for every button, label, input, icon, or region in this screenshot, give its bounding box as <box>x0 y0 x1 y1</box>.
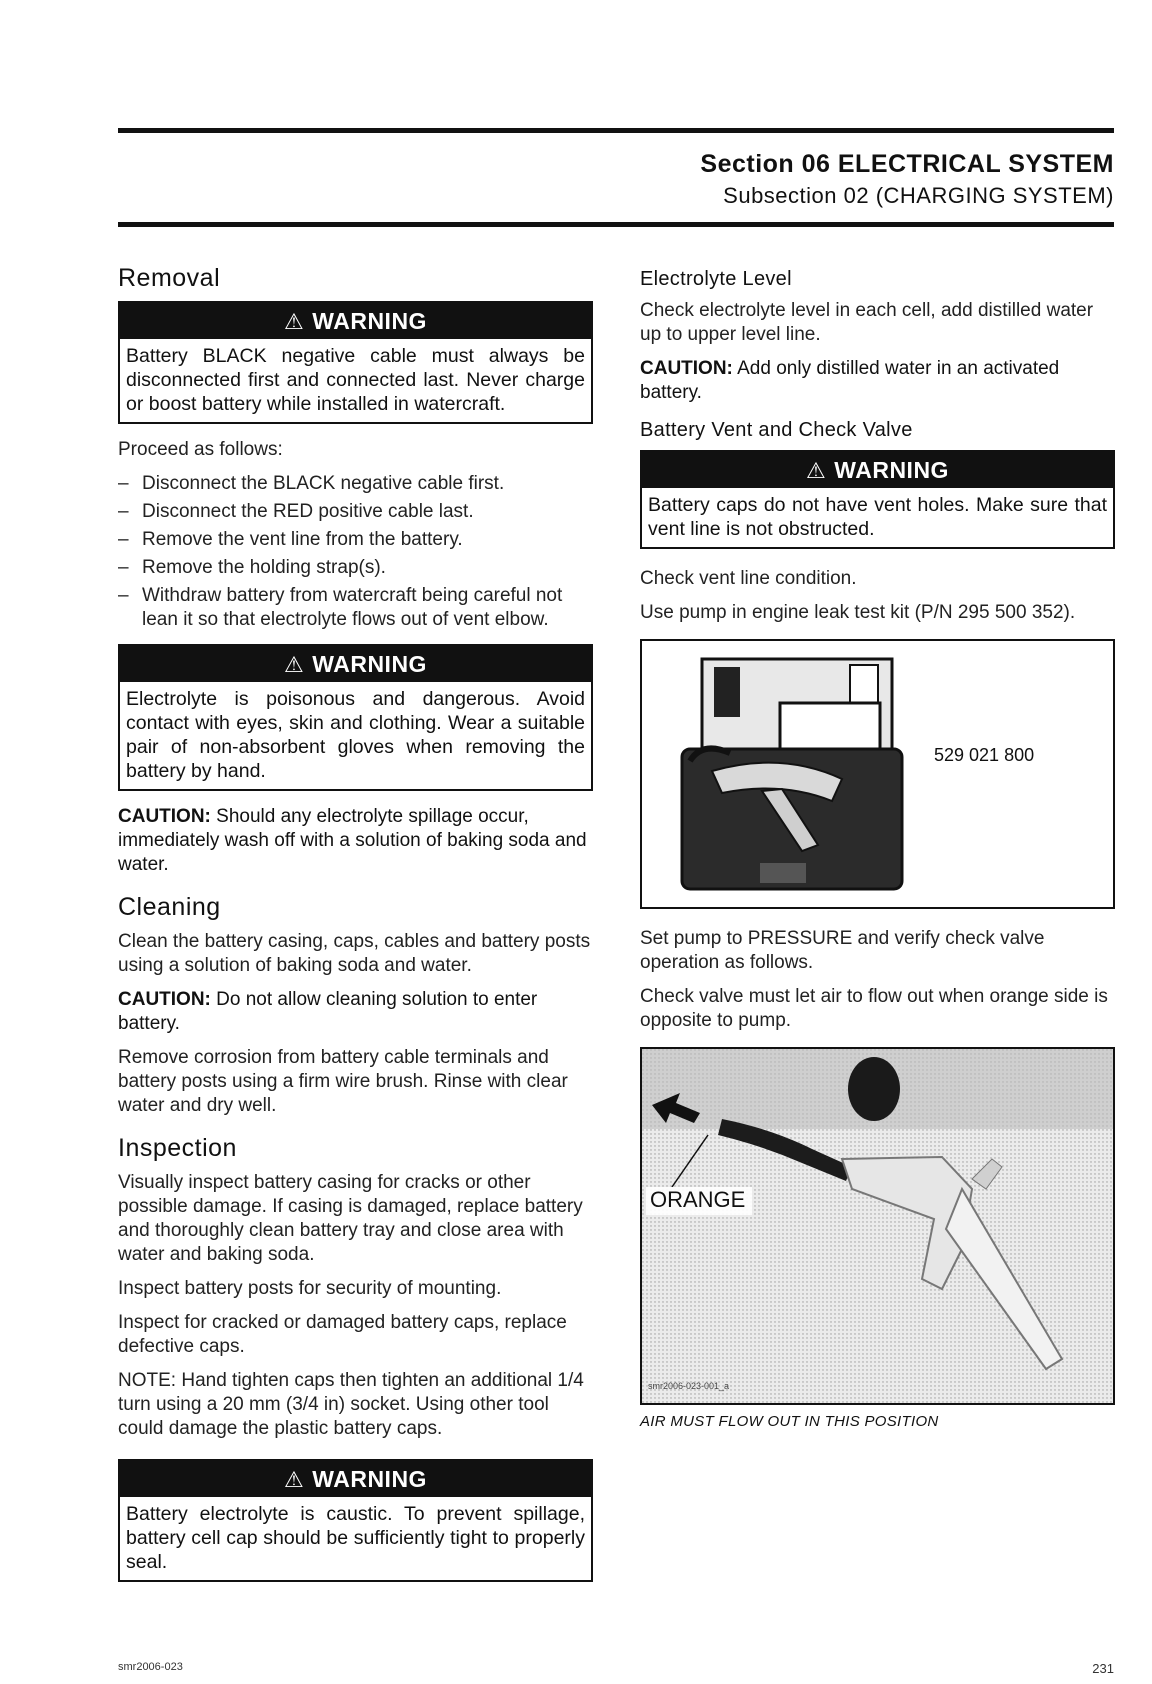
warning-box-4 <box>640 450 1115 549</box>
warning-header: ⚠ WARNING <box>120 1461 591 1497</box>
caution-paragraph: CAUTION: Should any electrolyte spillage occur, immediately wash off with a solution of baking soda and water. <box>118 806 587 875</box>
inspection-heading: Inspection <box>118 1134 237 1162</box>
note-paragraph: NOTE: Hand tighten caps then tighten an additional 1/4 turn using a 20 mm (3/4 in) socket. Using other tool could damage the plastic battery caps. <box>118 1370 584 1439</box>
list-item: – Remove the vent line from the battery. <box>118 528 593 552</box>
proceed-text: Proceed as follows: <box>118 439 283 460</box>
list-item: – Remove the holding strap(s). <box>118 556 593 580</box>
section-title: Section 06 ELECTRICAL SYSTEM <box>700 150 1114 178</box>
leak-test-kit-figure <box>640 639 1115 909</box>
list-item: – Disconnect the RED positive cable last. <box>118 500 593 524</box>
leak-test-kit-illustration <box>642 641 1113 907</box>
top-rule <box>118 128 1114 133</box>
figure-caption: AIR MUST FLOW OUT IN THIS POSITION <box>640 1413 939 1430</box>
right-column <box>640 268 1115 1430</box>
warning-box-1 <box>118 301 593 424</box>
warning-header: ⚠ WARNING <box>120 646 591 682</box>
part-number: 529 021 800 <box>934 745 1035 765</box>
list-item: – Disconnect the BLACK negative cable first. <box>118 472 593 496</box>
warning-header: ⚠ WARNING <box>120 303 591 339</box>
caution-paragraph: CAUTION: Add only distilled water in an activated battery. <box>640 358 1060 403</box>
caution-paragraph: CAUTION: Do not allow cleaning solution to enter battery. <box>118 989 538 1034</box>
pump-text: Check valve must let air to flow out when orange side is opposite to pump. <box>640 986 1108 1031</box>
vent-text: Use pump in engine leak test kit (P/N 295 500 352). <box>640 602 1076 623</box>
removal-heading: Removal <box>118 264 221 292</box>
electrolyte-heading: Electrolyte Level <box>640 268 792 290</box>
figure-code: smr2006-023-001_a <box>648 1381 730 1391</box>
check-valve-illustration <box>642 1049 1113 1403</box>
warning-text: Battery electrolyte is caustic. To prevent spillage, battery cell cap should be sufficiently tight to properly seal. <box>126 1503 585 1573</box>
warning-text: Electrolyte is poisonous and dangerous. Avoid contact with eyes, skin and clothing. Wear a suitable pair of non-absorbent gloves when removing the battery by hand. <box>126 688 585 782</box>
subsection-title: Subsection 02 (CHARGING SYSTEM) <box>723 183 1114 208</box>
inspection-text: Visually inspect battery casing for cracks or other possible damage. If casing is damaged, replace battery and thoroughly clean battery tray and close area with water and baking soda. <box>118 1172 583 1265</box>
vent-text: Check vent line condition. <box>640 568 857 589</box>
removal-steps <box>118 472 593 632</box>
inspection-text: Inspect for cracked or damaged battery caps, replace defective caps. <box>118 1312 567 1357</box>
list-item: – Withdraw battery from watercraft being careful not lean it so that electrolyte flows out of vent elbow. <box>118 584 593 632</box>
cleaning-text: Clean the battery casing, caps, cables and battery posts using a solution of baking soda and water. <box>118 931 591 976</box>
warning-box-3 <box>118 1459 593 1582</box>
page-number: 231 <box>1092 1661 1114 1676</box>
warning-triangle-icon: ⚠ <box>284 652 305 677</box>
pump-text: Set pump to PRESSURE and verify check valve operation as follows. <box>640 928 1045 973</box>
warning-triangle-icon: ⚠ <box>284 309 305 334</box>
warning-triangle-icon: ⚠ <box>284 1467 305 1492</box>
cleaning-heading: Cleaning <box>118 893 221 921</box>
footer-code: smr2006-023 <box>118 1661 183 1673</box>
warning-text: Battery caps do not have vent holes. Make sure that vent line is not obstructed. <box>648 494 1107 540</box>
warning-triangle-icon: ⚠ <box>806 458 827 483</box>
warning-box-2 <box>118 644 593 791</box>
page-header <box>700 150 1114 209</box>
left-column <box>118 264 593 1596</box>
warning-header: ⚠ WARNING <box>642 452 1113 488</box>
orange-callout: ORANGE <box>650 1187 746 1212</box>
warning-text: Battery BLACK negative cable must always be disconnected first and connected last. Never charge or boost battery while installed in watercraft. <box>126 345 585 415</box>
cleaning-text: Remove corrosion from battery cable terminals and battery posts using a firm wire brush. Rinse with clear water and dry well. <box>118 1047 568 1116</box>
header-bottom-rule <box>118 222 1114 227</box>
check-valve-figure <box>640 1047 1115 1405</box>
vent-heading: Battery Vent and Check Valve <box>640 419 913 441</box>
inspection-text: Inspect battery posts for security of mounting. <box>118 1278 502 1299</box>
electrolyte-text: Check electrolyte level in each cell, add distilled water up to upper level line. <box>640 300 1094 345</box>
